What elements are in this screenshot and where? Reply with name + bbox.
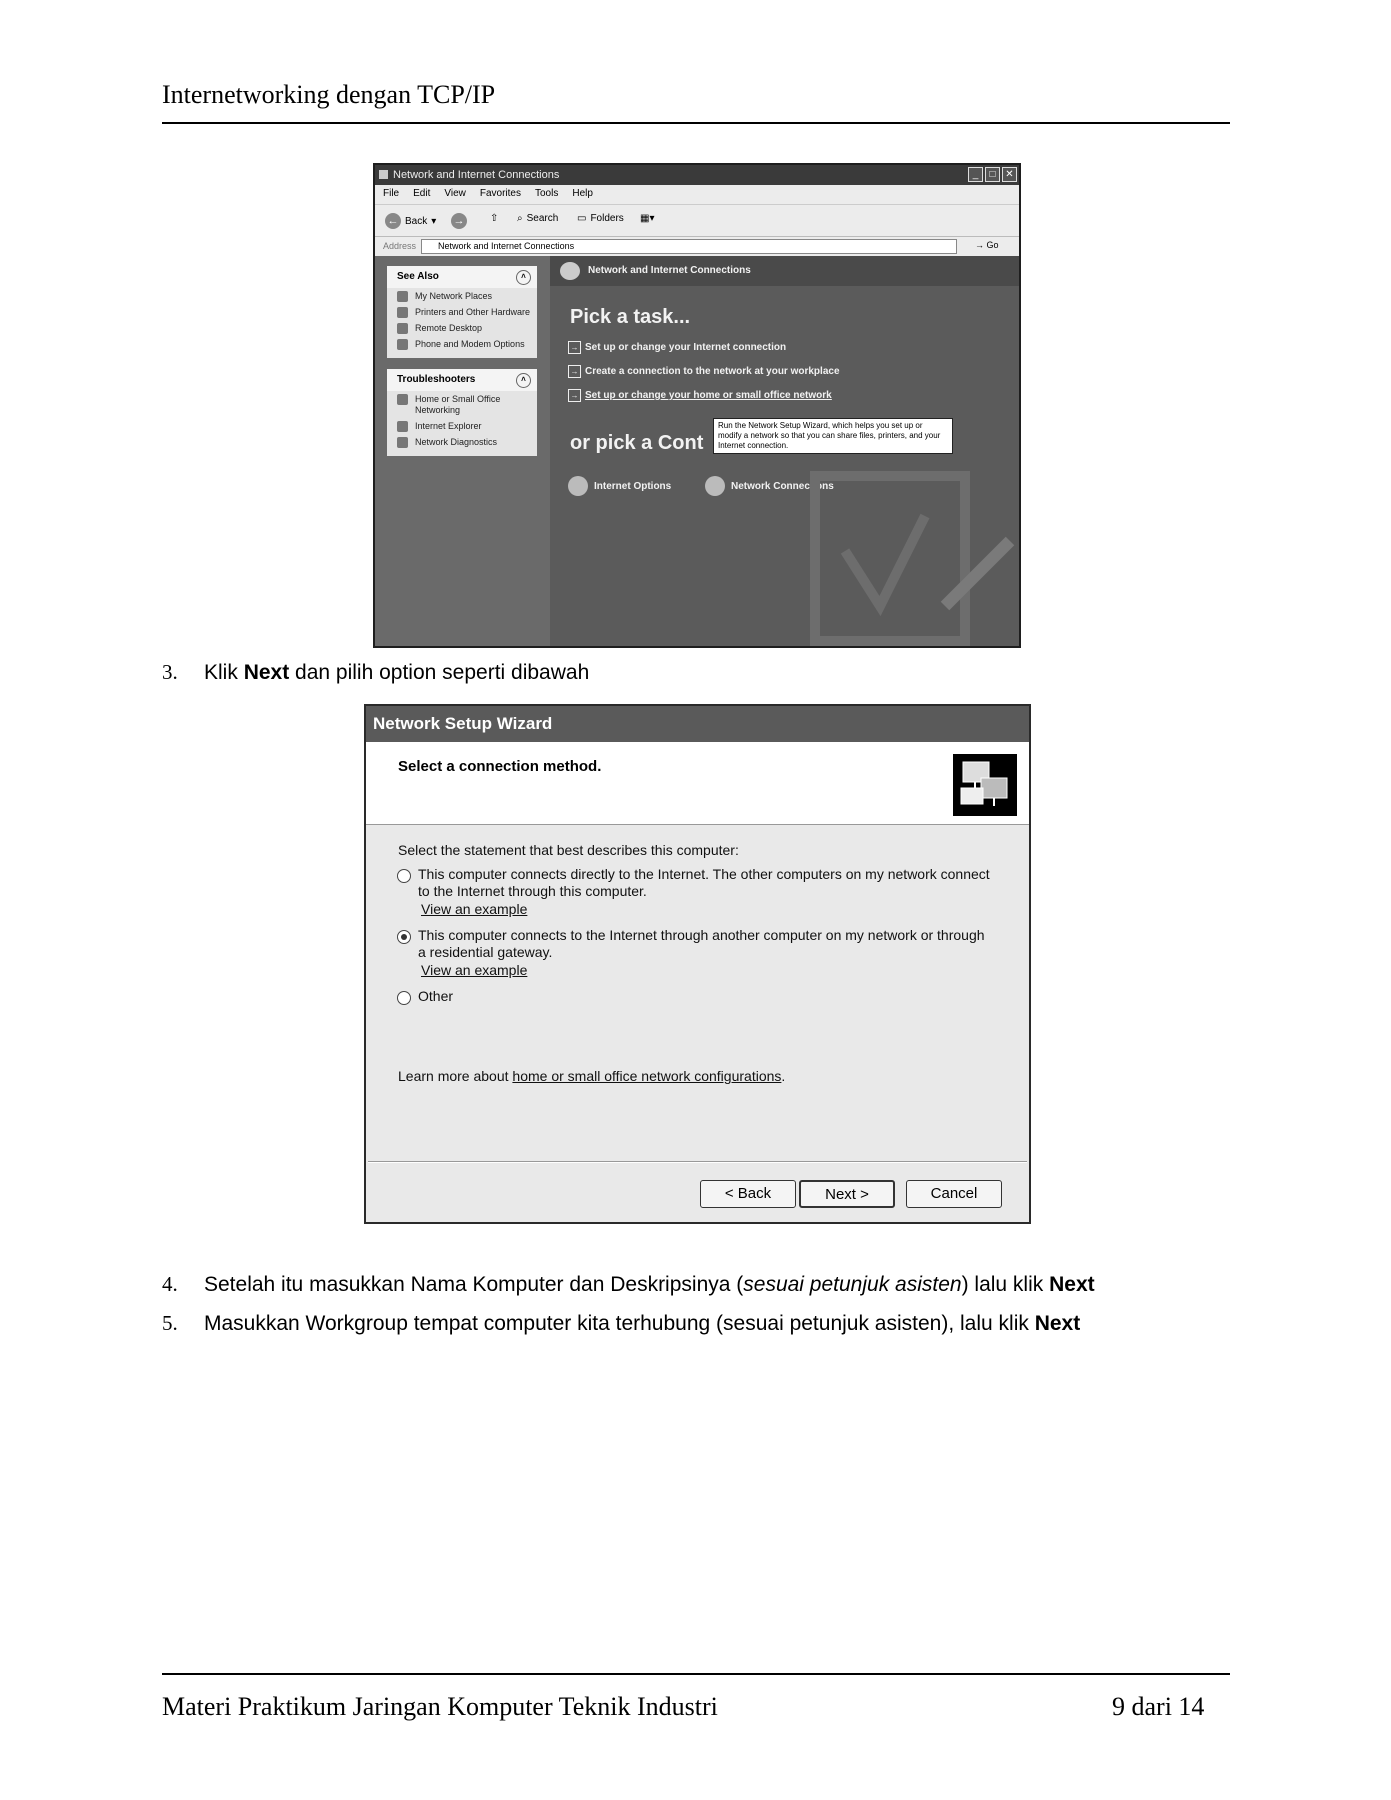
wizard-heading: Select a connection method. xyxy=(398,758,602,775)
folder-icon xyxy=(379,170,388,179)
dropdown-arrow-icon: ▾ xyxy=(431,215,437,227)
see-also-item[interactable] xyxy=(387,304,537,320)
step-4 xyxy=(162,1272,1095,1297)
step-bold: Next xyxy=(1034,1312,1081,1335)
troubleshooter-item[interactable] xyxy=(387,434,537,456)
collapse-icon[interactable]: ˄ xyxy=(516,270,531,285)
option-text: a residential gateway. xyxy=(418,944,553,960)
menu-view[interactable]: View xyxy=(444,188,466,199)
next-button[interactable]: Next > xyxy=(799,1180,895,1208)
item-label: My Network Places xyxy=(415,291,493,301)
forward-button[interactable] xyxy=(451,213,467,229)
remote-desktop-icon xyxy=(397,323,408,334)
views-button[interactable] xyxy=(640,213,654,224)
cp-label: Internet Options xyxy=(594,480,672,492)
main-header-label: Network and Internet Connections xyxy=(588,265,751,276)
help-icon xyxy=(397,394,408,405)
collapse-icon[interactable]: ˄ xyxy=(516,373,531,388)
address-label: Address xyxy=(383,241,417,251)
go-button[interactable]: → Go xyxy=(975,240,999,250)
address-bar xyxy=(375,236,1019,257)
network-connections-icon xyxy=(705,476,725,496)
address-input[interactable]: Network and Internet Connections xyxy=(421,239,957,254)
arrow-icon: → xyxy=(568,341,581,354)
footer-rule xyxy=(162,1673,1230,1675)
option-text: Other xyxy=(418,988,454,1004)
phone-icon xyxy=(397,339,408,350)
wizard-prompt: Select the statement that best describes this computer: xyxy=(398,842,739,858)
page-number: 9 dari 14 xyxy=(1112,1692,1205,1721)
go-label: Go xyxy=(986,240,999,250)
item-label: Printers and Other Hardware xyxy=(415,307,531,317)
menu-file[interactable]: File xyxy=(383,188,400,199)
search-button[interactable] xyxy=(517,213,558,224)
menu-help[interactable]: Help xyxy=(572,188,593,199)
folders-label: Folders xyxy=(590,213,624,224)
see-also-item[interactable] xyxy=(387,336,537,358)
network-globe-icon xyxy=(560,262,580,280)
menu-bar xyxy=(375,185,1019,204)
task-pane xyxy=(375,256,550,646)
back-button[interactable] xyxy=(385,213,436,229)
step-text: ) lalu klik xyxy=(961,1273,1050,1296)
arrow-icon: → xyxy=(568,389,581,402)
wizard-title: Network Setup Wizard xyxy=(366,706,1029,742)
up-folder-button[interactable] xyxy=(490,213,498,224)
search-label: Search xyxy=(526,213,559,224)
footer-course-title: Materi Praktikum Jaringan Komputer Teknik Industri xyxy=(162,1692,718,1721)
tooltip: Run the Network Setup Wizard, which helps you set up or modify a network so that you can share files, printers, and your Internet connection. xyxy=(713,418,953,454)
item-label: Phone and Modem Options xyxy=(415,339,525,349)
step-bold: Next xyxy=(1049,1273,1095,1296)
checkmark-watermark-icon xyxy=(795,456,1021,646)
view-example-link[interactable]: View an example xyxy=(421,901,528,917)
learn-more-suffix: . xyxy=(781,1068,786,1084)
troubleshooter-item[interactable] xyxy=(387,391,537,418)
menu-tools[interactable]: Tools xyxy=(534,188,559,199)
page-header-title: Internetworking dengan TCP/IP xyxy=(162,80,496,109)
step-text: dan pilih option seperti dibawah xyxy=(289,661,590,684)
option-text: to the Internet through this computer. xyxy=(418,883,647,899)
pick-task-heading: Pick a task... xyxy=(570,306,691,328)
task-link[interactable] xyxy=(568,365,840,378)
pick-control-heading: or pick a Cont xyxy=(570,432,704,454)
network-places-icon xyxy=(397,291,408,302)
item-label: Internet Explorer xyxy=(415,421,482,431)
troubleshooters-panel xyxy=(387,369,537,456)
task-label: Create a connection to the network at your workplace xyxy=(585,366,840,377)
help-icon xyxy=(397,437,408,448)
network-computers-icon xyxy=(953,754,1017,816)
network-configurations-link[interactable]: home or small office network configurations xyxy=(512,1068,782,1084)
task-link-hovered[interactable] xyxy=(568,389,832,402)
see-also-header xyxy=(387,266,537,288)
troubleshooters-header xyxy=(387,369,537,391)
see-also-item[interactable] xyxy=(387,320,537,336)
task-label: Set up or change your Internet connection xyxy=(585,342,787,353)
step-italic: sesuai petunjuk asisten xyxy=(743,1273,962,1296)
see-also-panel xyxy=(387,266,537,358)
network-setup-wizard-screenshot xyxy=(364,704,1031,1224)
step-number: 3. xyxy=(162,660,178,684)
step-3 xyxy=(162,660,589,685)
minimize-button[interactable]: _ xyxy=(968,167,983,182)
menu-edit[interactable]: Edit xyxy=(413,188,431,199)
search-icon: ⌕ xyxy=(517,213,523,224)
step-text: Masukkan Workgroup tempat computer kita terhubung (sesuai petunjuk asisten), lalu klik xyxy=(204,1312,1035,1335)
maximize-button[interactable]: □ xyxy=(985,167,1000,182)
step-5 xyxy=(162,1311,1080,1336)
step-number: 4. xyxy=(162,1272,178,1296)
cancel-button[interactable]: Cancel xyxy=(906,1180,1002,1208)
view-example-link[interactable]: View an example xyxy=(421,962,528,978)
folders-button[interactable] xyxy=(577,213,624,224)
forward-arrow-icon: → xyxy=(451,213,467,229)
see-also-title: See Also xyxy=(397,271,439,282)
option-text: This computer connects to the Internet through another computer on my network or through xyxy=(418,927,985,943)
step-bold: Next xyxy=(243,661,290,684)
main-header xyxy=(550,256,1019,286)
printer-icon xyxy=(397,307,408,318)
toolbar xyxy=(375,204,1019,237)
back-arrow-icon: ← xyxy=(385,213,401,229)
internet-options-icon xyxy=(568,476,588,496)
menu-favorites[interactable]: Favorites xyxy=(479,188,521,199)
radio-through-another-computer[interactable] xyxy=(397,930,411,944)
close-button[interactable]: ✕ xyxy=(1002,167,1017,182)
task-link[interactable] xyxy=(568,341,786,354)
radio-other[interactable] xyxy=(397,991,411,1005)
help-icon xyxy=(397,421,408,432)
internet-options-icon-link[interactable] xyxy=(568,476,671,496)
task-label: Set up or change your home or small office network xyxy=(585,390,832,401)
item-label: Home or Small Office Networking xyxy=(415,394,501,415)
header-rule xyxy=(162,122,1230,124)
item-label: Remote Desktop xyxy=(415,323,483,333)
up-folder-icon: ⇧ xyxy=(490,213,499,224)
step-text: Klik xyxy=(204,661,244,684)
arrow-icon: → xyxy=(568,365,581,378)
step-number: 5. xyxy=(162,1311,178,1335)
wizard-header-area xyxy=(366,742,1029,825)
folders-icon: ▭ xyxy=(577,213,587,224)
explorer-window-screenshot xyxy=(373,163,1021,648)
option-text: This computer connects directly to the Internet. The other computers on my network connect xyxy=(418,866,990,882)
back-label: Back xyxy=(405,215,428,227)
troubleshooter-item[interactable] xyxy=(387,418,537,434)
learn-more-text xyxy=(398,1068,785,1084)
cp-label: Network Connections xyxy=(731,480,834,492)
see-also-item[interactable] xyxy=(387,288,537,304)
views-icon: ▦▾ xyxy=(640,213,655,224)
back-button[interactable]: < Back xyxy=(700,1180,796,1208)
troubleshooters-title: Troubleshooters xyxy=(397,374,476,385)
main-content xyxy=(550,256,1019,646)
button-separator xyxy=(368,1161,1027,1163)
explorer-title-bar xyxy=(375,165,1019,185)
step-text: Setelah itu masukkan Nama Komputer dan Deskripsinya ( xyxy=(204,1273,744,1296)
learn-more-prefix: Learn more about xyxy=(398,1068,513,1084)
radio-direct-connection[interactable] xyxy=(397,869,411,883)
explorer-title: Network and Internet Connections xyxy=(393,169,560,181)
item-label: Network Diagnostics xyxy=(415,437,498,447)
